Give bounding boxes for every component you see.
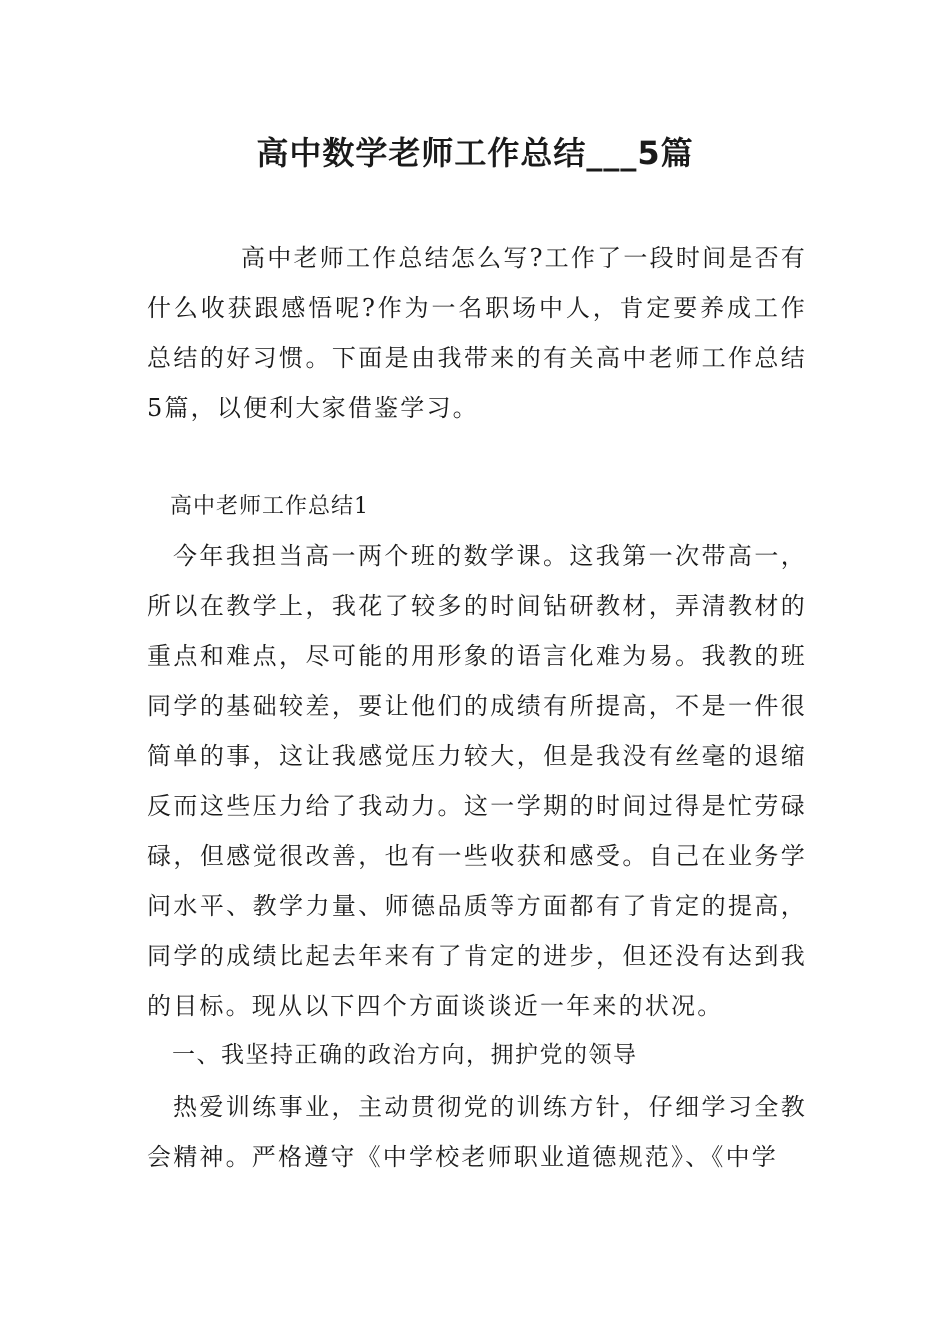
item-paragraph: 热爱训练事业，主动贯彻党的训练方针，仔细学习全教会精神。严格遵守《中学校老师职业道德规范》、《中学 — [147, 1093, 807, 1171]
section-heading: 高中老师工作总结1 — [170, 494, 369, 519]
document-title: 高中数学老师工作总结___5篇 — [256, 134, 694, 172]
item-heading: 一、我坚持正确的政治方向，拥护党的领导 — [172, 1042, 638, 1068]
section-paragraph: 今年我担当高一两个班的数学课。这我第一次带高一，所以在教学上，我花了较多的时间钻研教材，弄清教材的重点和难点，尽可能的用形象的语言化难为易。我教的班同学的基础较差，要让他们的成绩有所提高，不是一件很简单的事，这让我感觉压力较大，但是我没有丝毫的退缩反而这些压力给了我动力。这一学期的时间过得是忙劳碌碌，但感觉很改善，也有一些收获和感受。自己在业务学问水平、教学力量、师德品质等方面都有了肯定的提高，同学的成绩比起去年来有了肯定的进步，但还没有达到我的目标。现从以下四个方面谈谈近一年来的状况。 — [147, 542, 807, 1020]
intro-paragraph: 高中老师工作总结怎么写?工作了一段时间是否有什么收获跟感悟呢?作为一名职场中人，肯定要养成工作总结的好习惯。下面是由我带来的有关高中老师工作总结5篇，以便利大家借鉴学习。 — [147, 244, 807, 422]
